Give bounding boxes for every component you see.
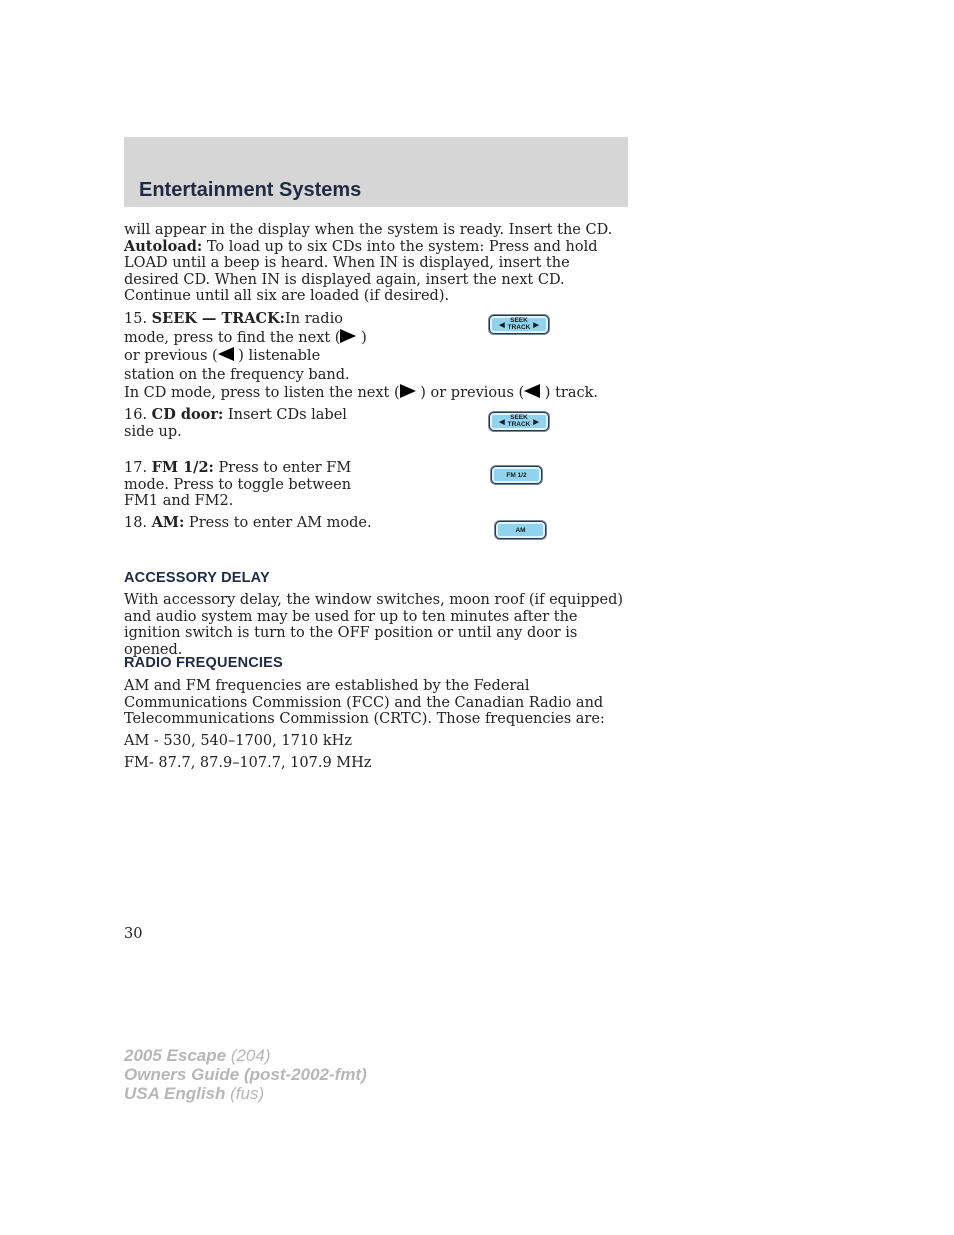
footer-language-code: (fus): [225, 1084, 265, 1103]
intro-paragraph: [124, 222, 628, 305]
item-label: FM 1/2:: [151, 459, 214, 476]
cd-mode-text: ) or previous (: [420, 385, 525, 401]
footer-guide: Owners Guide (post-2002-fmt): [124, 1065, 367, 1084]
seek-left-arrow-icon: ◀: [499, 418, 505, 426]
cd-mode-text: ) track.: [544, 385, 598, 401]
item-number: 18.: [124, 515, 148, 531]
seek-label: SEEK: [510, 414, 528, 421]
am-item: [124, 515, 384, 532]
next-arrow-icon: [340, 329, 356, 343]
section-title: Entertainment Systems: [139, 179, 362, 201]
item-text: Press to enter FM mode. Press to toggle between FM1 and FM2.: [124, 460, 352, 509]
track-label: TRACK: [507, 420, 531, 428]
item-text: Press to enter AM mode.: [184, 515, 372, 531]
cd-door-item: [124, 407, 372, 440]
item-number: 16.: [124, 407, 148, 423]
item-text: ) listenable station on the frequency band.: [124, 348, 350, 383]
section-header-band: [124, 137, 628, 207]
seek-track-button: [489, 315, 549, 334]
document-footer: [124, 1046, 367, 1103]
seek-right-arrow-icon: ▶: [533, 321, 539, 329]
item-label: AM:: [151, 514, 185, 531]
radio-frequencies-heading: RADIO FREQUENCIES: [124, 655, 283, 671]
footer-model: 2005 Escape: [124, 1046, 227, 1065]
am-button: [495, 521, 546, 539]
autoload-text: To load up to six CDs into the system: Press and hold LOAD until a beep is heard. When IN is displayed, insert the desired CD. When IN is displayed again, insert the next CD. Continue until all six are loaded (if desired).: [124, 238, 598, 304]
item-text: Insert CDs label side up.: [124, 407, 347, 440]
fm-button-label: FM 1/2: [506, 471, 527, 479]
cd-door-seek-track-button: [489, 412, 549, 431]
fm-item: [124, 460, 372, 510]
radio-frequencies-text: AM and FM frequencies are established by the Federal Communications Commission (FCC) and the Canadian Radio and Telecommunications Commission (CRTC). Those frequencies are:: [124, 678, 605, 727]
item-number: 17.: [124, 460, 148, 476]
item-label: CD door:: [151, 406, 224, 423]
seek-right-arrow-icon: ▶: [533, 418, 539, 426]
item-text: In radio mode, press to find the next (: [124, 311, 343, 346]
footer-model-code: (204): [226, 1046, 271, 1065]
fm-frequencies: FM- 87.7, 87.9–107.7, 107.9 MHz: [124, 755, 372, 771]
seek-left-arrow-icon: ◀: [499, 321, 505, 329]
seek-track-cd-mode: [124, 384, 628, 402]
seek-track-item: [124, 310, 372, 384]
track-label: TRACK: [507, 323, 531, 331]
item-number: 15.: [124, 311, 148, 327]
previous-arrow-icon: [218, 347, 234, 361]
autoload-label: Autoload:: [124, 237, 203, 255]
accessory-delay-text: With accessory delay, the window switches, moon roof (if equipped) and audio system may be used for up to ten minutes after the ignition switch is turn to the OFF position or until any door is opened.: [124, 592, 624, 658]
am-button-label: AM: [515, 526, 526, 534]
intro-line: will appear in the display when the system is ready. Insert the CD.: [124, 222, 613, 238]
item-text: ) or previous (: [124, 329, 367, 364]
next-arrow-icon: [400, 384, 416, 398]
seek-track-label: [508, 415, 531, 428]
footer-language: USA English: [124, 1084, 226, 1103]
am-frequencies: AM - 530, 540–1700, 1710 kHz: [124, 733, 352, 749]
cd-mode-text: In CD mode, press to listen the next (: [124, 385, 400, 401]
seek-label: SEEK: [510, 317, 528, 324]
fm-button: [491, 466, 542, 484]
accessory-delay-heading: ACCESSORY DELAY: [124, 570, 270, 586]
item-label: SEEK — TRACK:: [151, 310, 286, 327]
previous-arrow-icon: [524, 384, 540, 398]
page-number: 30: [124, 926, 143, 942]
seek-track-label: [508, 318, 531, 331]
